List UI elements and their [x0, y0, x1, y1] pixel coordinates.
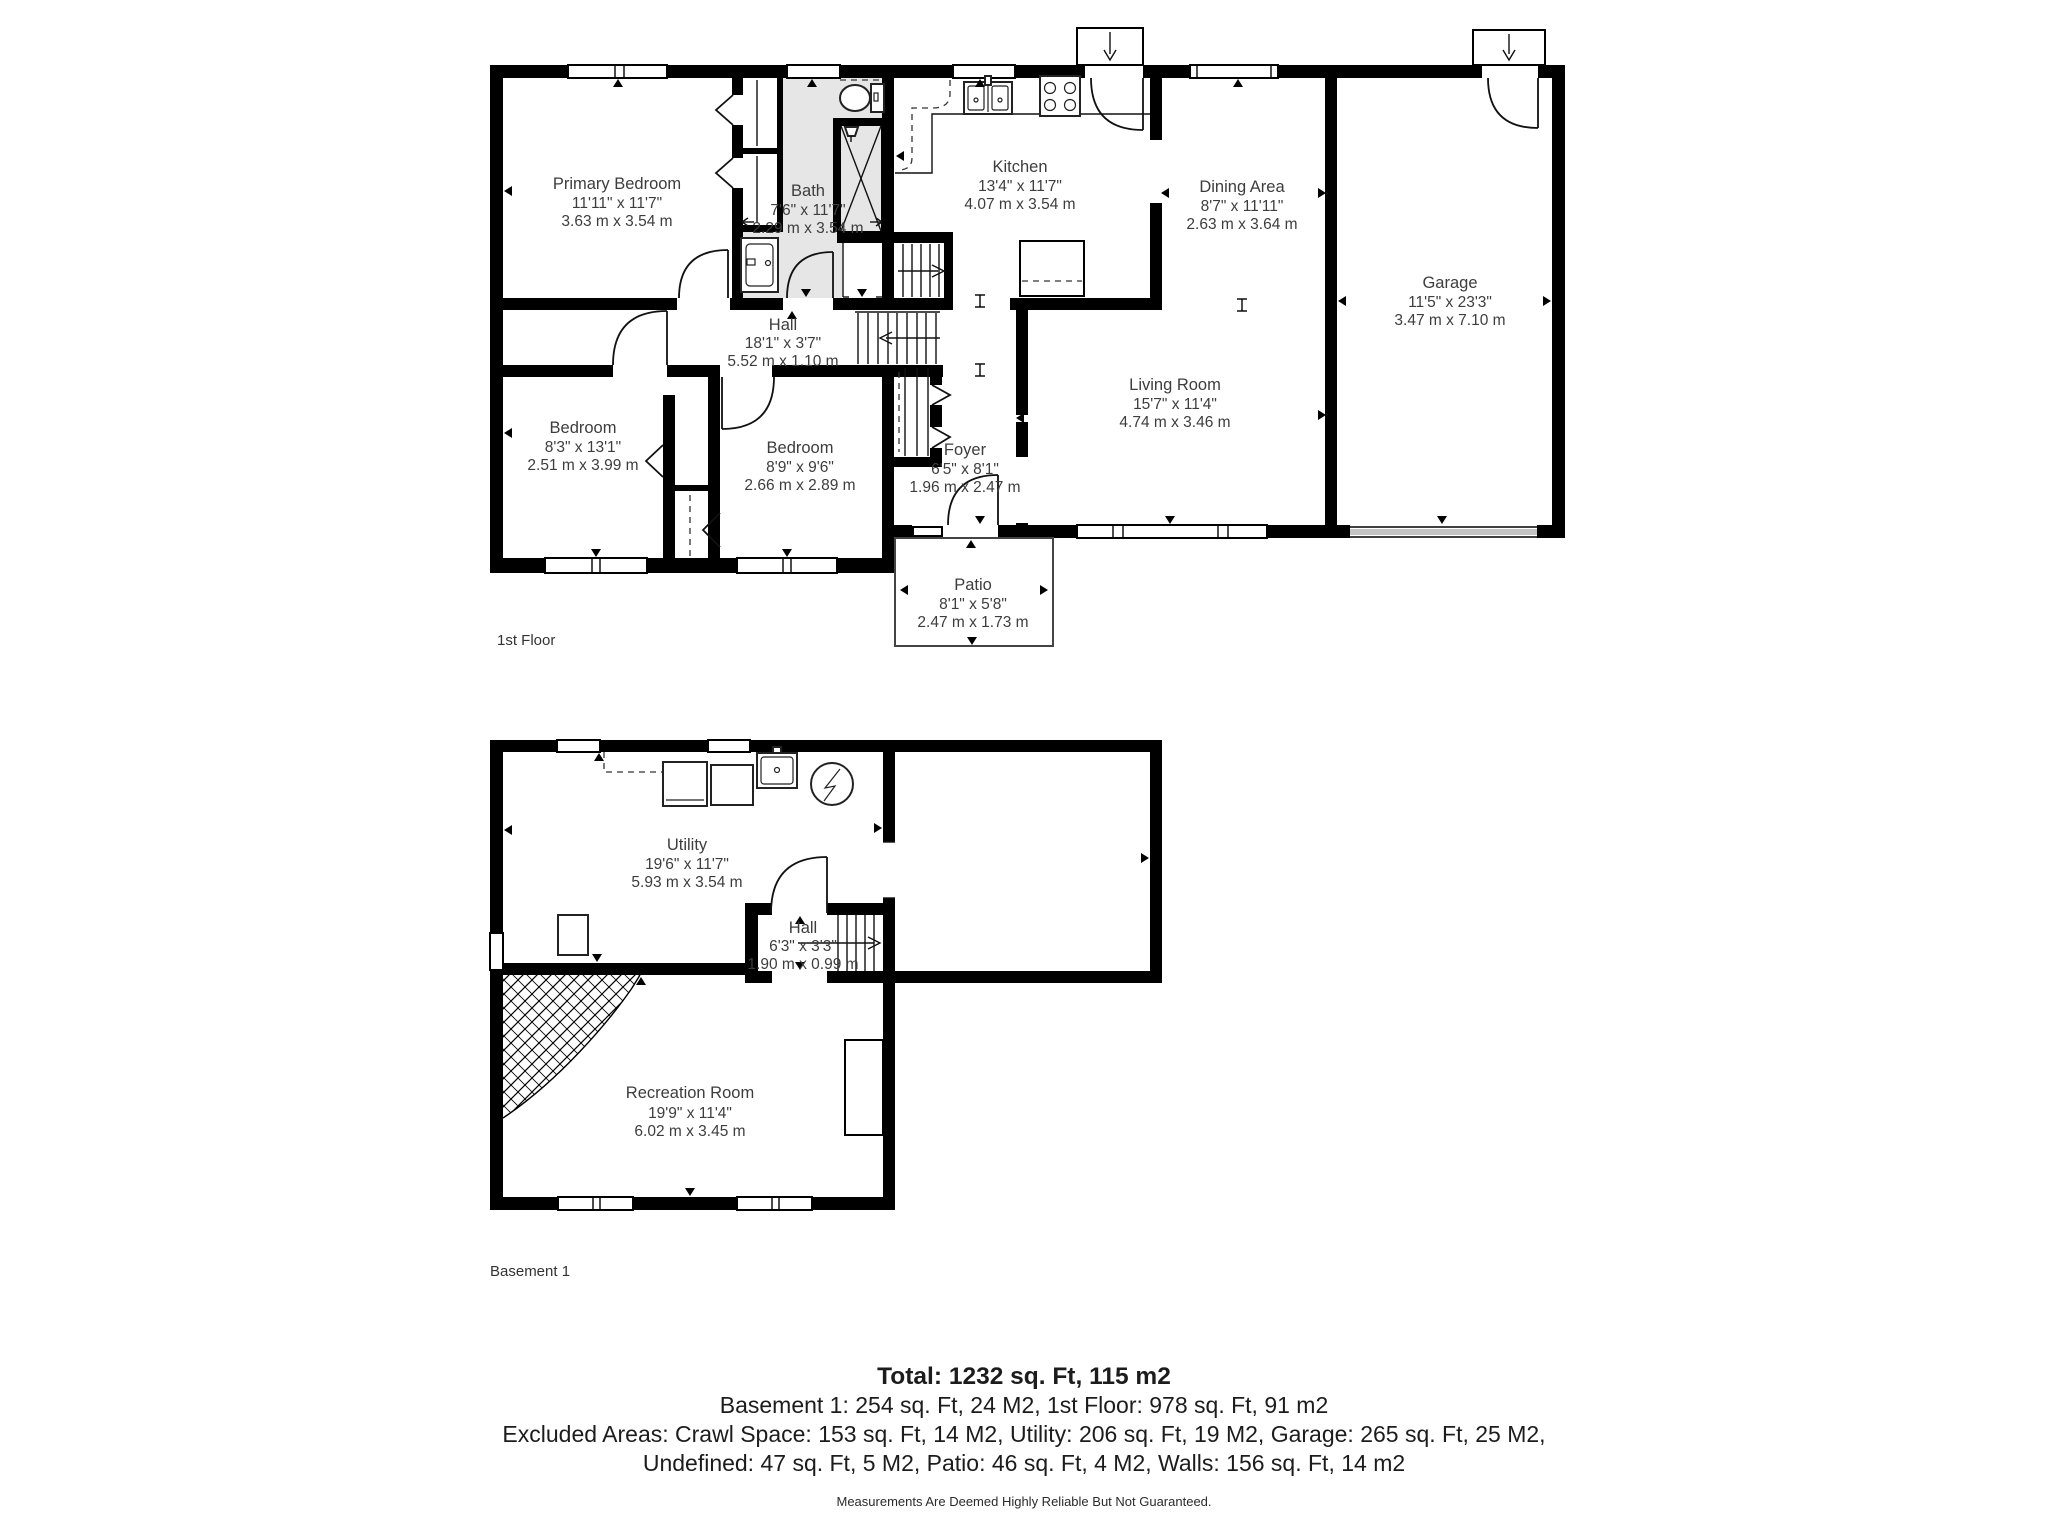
room-dim-metric: 2.63 m x 3.64 m — [1186, 216, 1298, 233]
basement-doorway — [883, 842, 895, 898]
first-floor-plan — [490, 28, 1565, 649]
room-dim-metric: 3.47 m x 7.10 m — [1394, 312, 1506, 329]
room-dim-imperial: 11'5" x 23'3" — [1408, 294, 1492, 311]
room-dim-metric: 2.51 m x 3.99 m — [527, 457, 639, 474]
basement-plan — [490, 740, 1162, 1280]
room-label-patio: Patio — [954, 576, 992, 594]
dashed-outline — [604, 752, 662, 772]
summary-total: Total: 1232 sq. Ft, 115 m2 — [877, 1363, 1171, 1390]
doors-basement — [771, 857, 827, 913]
room-label-dining-area: Dining Area — [1199, 178, 1285, 196]
laundry-sink-icon — [757, 747, 797, 788]
room-dim-metric: 4.07 m x 3.54 m — [964, 196, 1076, 213]
bath-sink-icon — [741, 238, 778, 292]
room-label-foyer: Foyer — [943, 441, 987, 459]
room-label-primary-bedroom: Primary Bedroom — [552, 175, 682, 193]
room-label-living-room: Living Room — [1129, 376, 1221, 394]
dryer-icon — [711, 765, 753, 805]
room-dim-imperial: 15'7" x 11'4" — [1133, 396, 1217, 413]
room-label-hall: Hall — [768, 316, 798, 334]
furnace-icon — [558, 915, 588, 955]
summary-floors: Basement 1: 254 sq. Ft, 24 M2, 1st Floor: 978 sq. Ft, 91 m2 — [719, 1392, 1329, 1418]
room-dim-imperial: 18'1" x 3'7" — [744, 335, 822, 352]
summary-disclaimer: Measurements Are Deemed Highly Reliable But Not Guaranteed. — [836, 1494, 1212, 1509]
stove-icon — [1040, 76, 1080, 116]
room-dim-imperial: 6'3" x 3'3" — [769, 938, 837, 955]
stairs-up-flight — [898, 244, 944, 297]
room-label-bath: Bath — [791, 182, 825, 200]
room-label-bedroom-right: Bedroom — [766, 439, 834, 457]
room-dim-metric: 2.29 m x 3.54 m — [752, 220, 864, 237]
summary-excluded-1: Excluded Areas: Crawl Space: 153 sq. Ft, 14 M2, Utility: 206 sq. Ft, 19 M2, Garage: 265 sq. Ft, 25 M2, — [502, 1421, 1546, 1447]
upper-cabinets-dashed — [898, 80, 950, 170]
room-dim-imperial: 8'1" x 5'8" — [939, 596, 1007, 613]
room-dim-metric: 1.96 m x 2.47 m — [909, 479, 1021, 496]
water-heater-icon — [811, 763, 853, 805]
room-dim-imperial: 19'9" x 11'4" — [648, 1105, 732, 1122]
room-dim-metric: 1.90 m x 0.99 m — [747, 956, 859, 973]
room-dim-metric: 6.02 m x 3.45 m — [634, 1123, 746, 1140]
entry-porches — [1077, 28, 1545, 65]
room-dim-imperial: 8'7" x 11'11" — [1200, 198, 1284, 215]
kitchen-sink-icon — [964, 76, 1012, 114]
room-dim-imperial: 13'4" x 11'7" — [978, 178, 1062, 195]
room-dim-imperial: 11'11" x 11'7" — [571, 195, 663, 212]
area-summary — [0, 1362, 2048, 1509]
room-label-garage: Garage — [1422, 274, 1478, 292]
room-dim-metric: 2.47 m x 1.73 m — [917, 614, 1029, 631]
crawl-space-hatch — [503, 975, 640, 1118]
understair-closet — [843, 243, 882, 297]
stairs-down-flight — [855, 312, 940, 364]
room-dim-imperial: 7'6" x 11'7" — [770, 202, 846, 219]
stairs-lower-run — [899, 368, 950, 456]
room-dim-metric: 4.74 m x 3.46 m — [1119, 414, 1231, 431]
room-label-utility: Utility — [666, 836, 708, 854]
room-dim-imperial: 8'3" x 13'1" — [544, 439, 622, 456]
room-dim-metric: 5.93 m x 3.54 m — [631, 874, 743, 891]
fireplace — [845, 1040, 883, 1135]
room-dim-metric: 5.52 m x 1.10 m — [727, 353, 839, 370]
room-label-bedroom-left: Bedroom — [549, 419, 617, 437]
room-label-basement-hall: Hall — [788, 919, 818, 937]
room-label-recreation-room: Recreation Room — [625, 1084, 755, 1102]
labels-basement — [626, 836, 859, 1140]
room-dim-imperial: 8'9" x 9'6" — [766, 459, 834, 476]
room-dim-metric: 3.63 m x 3.54 m — [561, 213, 673, 230]
room-dim-imperial: 19'6" x 11'7" — [645, 856, 729, 873]
room-label-kitchen: Kitchen — [992, 158, 1048, 176]
room-dim-imperial: 6'5" x 8'1" — [931, 461, 999, 478]
floor-label-first: 1st Floor — [497, 632, 556, 649]
kitchen-island — [1020, 241, 1084, 296]
summary-excluded-2: Undefined: 47 sq. Ft, 5 M2, Patio: 46 sq. Ft, 4 M2, Walls: 156 sq. Ft, 14 m2 — [642, 1450, 1406, 1476]
room-dim-metric: 2.66 m x 2.89 m — [744, 477, 856, 494]
floor-label-basement: Basement 1 — [490, 1263, 571, 1280]
